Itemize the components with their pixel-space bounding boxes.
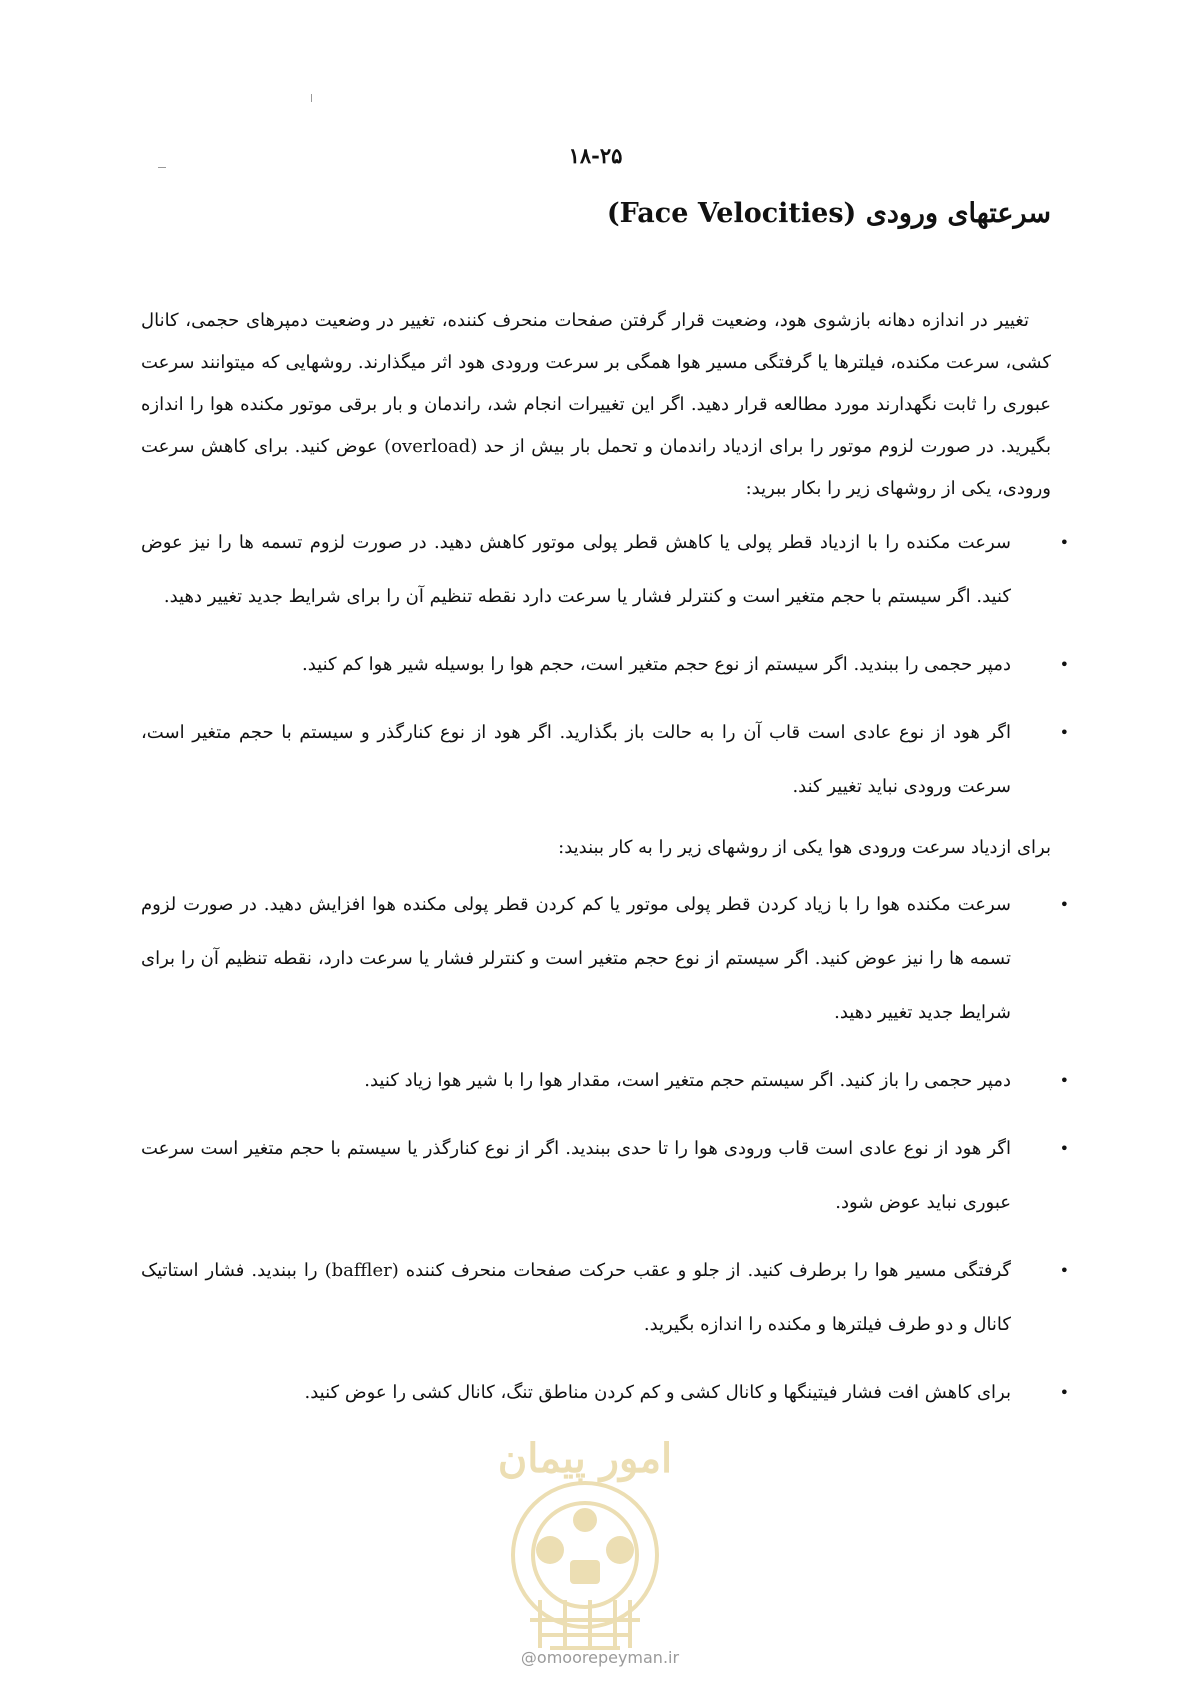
- watermark-logo-text: امور پیمان: [497, 1435, 673, 1482]
- increase-velocity-list: [141, 878, 1051, 1420]
- watermark-url: @omoorepeyman.ir: [520, 1648, 680, 1667]
- list-item: • اگر هود از نوع عادی است قاب آن را به حالت باز بگذارید. اگر هود از نوع کنارگذر و سیستم با حجم متغیر است، سرعت ورودی نباید تغییر کند.: [141, 706, 1011, 814]
- decrease-velocity-list: [141, 516, 1051, 814]
- list-item: • دمپر حجمی را ببندید. اگر سیستم از نوع حجم متغیر است، حجم هوا را بوسیله شیر هوا کم کنید.: [141, 638, 1011, 692]
- list-item: • سرعت مکنده هوا را با زیاد کردن قطر پولی موتور یا کم کردن قطر پولی مکنده هوا افزایش دهید. در صورت لزوم تسمه ها را نیز عوض کنید. اگر سیستم از نوع حجم متغیر است و کنترلر فشار یا سرعت دارد، نقطه تنظیم آن را برای شرایط جدید تغییر دهید.: [141, 878, 1011, 1040]
- list-item: • گرفتگی مسیر هوا را برطرف کنید. از جلو و عقب حرکت صفحات منحرف کننده (baffler) را ببندید. فشار استاتیک کانال و دو طرف فیلترها و مکنده را اندازه بگیرید.: [141, 1244, 1011, 1352]
- section-heading: [151, 198, 1051, 229]
- list-item: • اگر هود از نوع عادی است قاب ورودی هوا را تا حدی ببندید. اگر از نوع کنارگذر یا سیستم با حجم متغیر است سرعت عبوری نباید عوض شود.: [141, 1122, 1011, 1230]
- body-content: [141, 300, 1051, 1434]
- page-number: ۱۸-۲۵: [568, 143, 623, 168]
- heading-english: (Face Velocities): [606, 198, 857, 229]
- heading-persian: سرعتهای ورودی: [865, 198, 1051, 229]
- list-item: • دمپر حجمی را باز کنید. اگر سیستم حجم متغیر است، مقدار هوا را با شیر هوا زیاد کنید.: [141, 1054, 1011, 1108]
- list-item: • سرعت مکنده را با ازدیاد قطر پولی یا کاهش قطر پولی موتور کاهش دهید. در صورت لزوم تسمه ها را نیز عوض کنید. اگر سیستم با حجم متغیر است و کنترلر فشار یا سرعت دارد نقطه تنظیم آن را برای شرایط جدید تغییر دهید.: [141, 516, 1011, 624]
- watermark-logo-icon: [470, 1420, 700, 1660]
- scan-speck: [311, 94, 312, 102]
- intro-paragraph: تغییر در اندازه دهانه بازشوی هود، وضعیت قرار گرفتن صفحات منحرف کننده، تغییر در وضعیت دمپرهای حجمی، کانال کشی، سرعت مکنده، فیلترها یا گرفتگی مسیر هوا همگی بر سرعت ورودی هود اثر میگذارند. روشهایی که میتوانند سرعت عبوری را ثابت نگهدارند مورد مطالعه قرار دهید. اگر این تغییرات انجام شد، راندمان و بار برقی موتور مکنده هوا را اندازه بگیرید. در صورت لزوم موتور را برای ازدیاد راندمان و تحمل بار بیش از حد (overload) عوض کنید. برای کاهش سرعت ورودی، یکی از روشهای زیر را بکار ببرید:: [141, 310, 1051, 499]
- increase-velocity-lead: برای ازدیاد سرعت ورودی هوا یکی از روشهای زیر را به کار ببندید:: [558, 837, 1051, 858]
- at-icon: @: [520, 1648, 537, 1667]
- list-item: • برای کاهش افت فشار فیتینگها و کانال کشی و کم کردن مناطق تنگ، کانال کشی را عوض کنید.: [141, 1366, 1011, 1420]
